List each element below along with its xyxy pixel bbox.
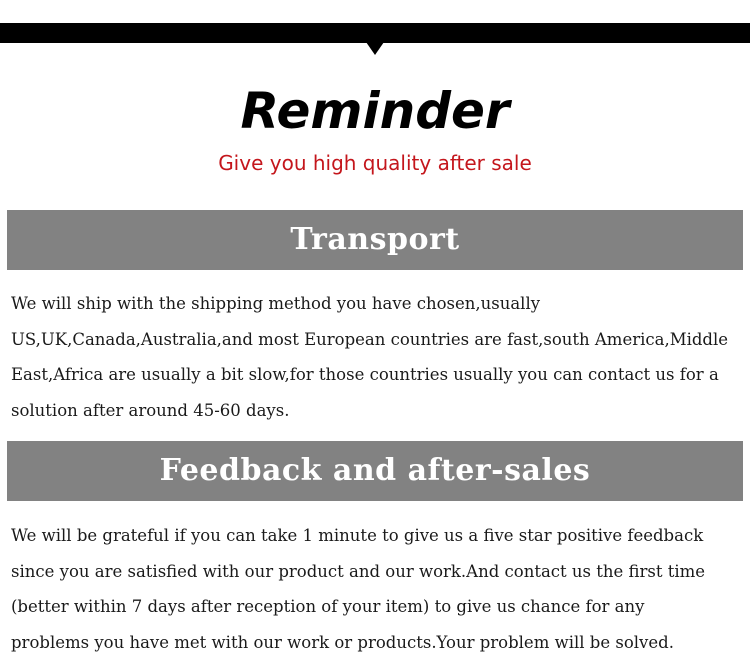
section-body-feedback <box>11 518 741 660</box>
body-line: since you are satisfied with our product and our work.And contact us the first time <box>11 561 706 581</box>
page-subtitle: Give you high quality after sale <box>218 151 532 175</box>
top-black-bar <box>0 23 750 43</box>
body-line: US,UK,Canada,Australia,and most European countries are fast,south America,Middle <box>11 329 729 349</box>
body-line: (better within 7 days after reception of your item) to give us chance for any <box>11 597 645 616</box>
section-body-transport <box>11 286 741 428</box>
body-line: solution after around 45-60 days. <box>11 400 290 420</box>
section-header-feedback: Feedback and after-sales <box>7 441 743 501</box>
body-line: We will be grateful if you can take 1 minute to give us a five star positive feedback <box>11 526 704 545</box>
down-arrow-icon <box>366 42 384 55</box>
body-line: East,Africa are usually a bit slow,for those countries usually you can contact us for a <box>11 365 719 384</box>
body-line: We will ship with the shipping method you have chosen,usually <box>11 294 541 313</box>
body-line: problems you have met with our work or products.Your problem will be solved. <box>11 632 674 652</box>
page-title: Reminder <box>240 82 510 140</box>
section-header-transport: Transport <box>7 210 743 270</box>
